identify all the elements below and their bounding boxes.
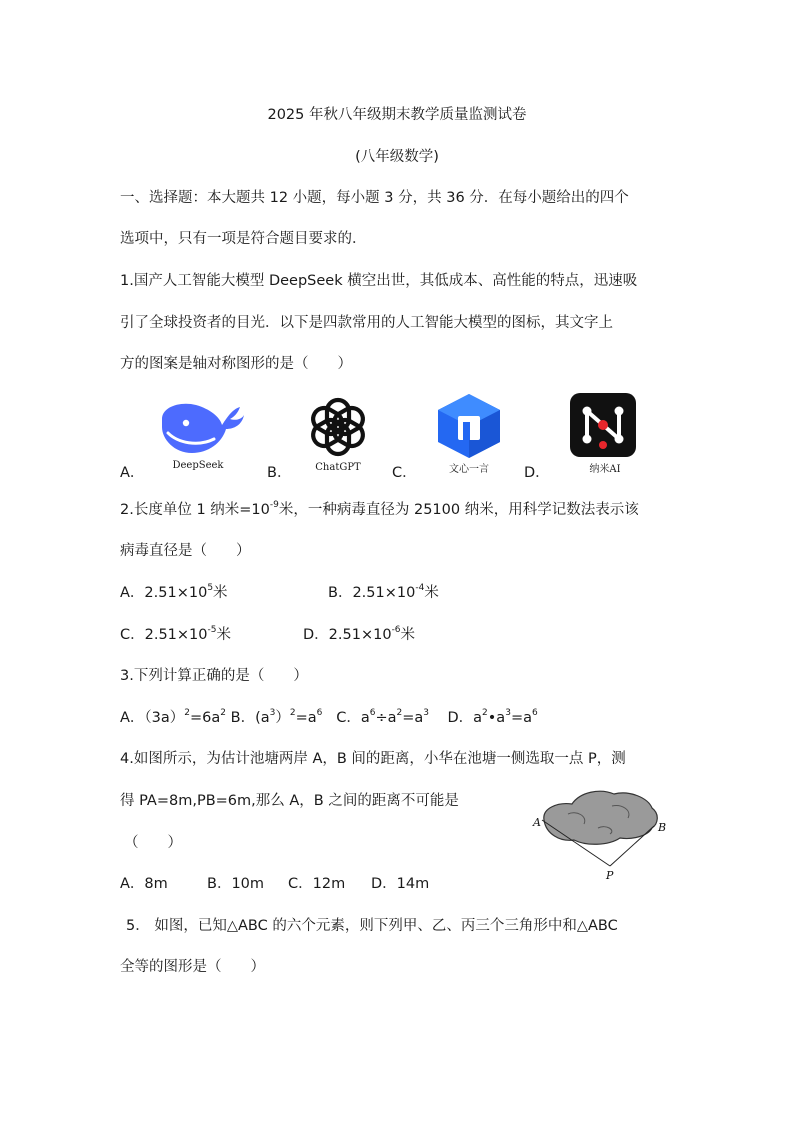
q3-line1: 3.下列计算正确的是（ ）: [120, 668, 308, 684]
chatgpt-knot-icon: [303, 395, 373, 459]
q1-line3: 方的图案是轴对称图形的是（ ）: [120, 356, 352, 372]
pond-figure: [528, 784, 678, 884]
q1-line1: 1.国产人工智能大模型 DeepSeek 横空出世，其低成本、高性能的特点，迅速吸: [120, 273, 638, 289]
q4-option-d: D．14m: [371, 876, 430, 892]
q2-line1: 2.长度单位 1 纳米$=10^{-9}$米，一种病毒直径为 25100 纳米，用科学记数法表示该: [120, 500, 639, 518]
q4-line3: （ ）: [124, 835, 182, 851]
deepseek-whale-icon: [158, 397, 246, 457]
pond-label-a: A: [533, 816, 541, 829]
exam-title: 2025 年秋八年级期末教学质量监测试卷: [267, 107, 527, 123]
wenxin-caption: 文心一言: [449, 464, 489, 475]
nami-ai-caption: 纳米AI: [589, 464, 621, 475]
q2-option-a: A．$2.51\times 10^5$米: [120, 583, 228, 601]
q1-option-b-letter: B．: [267, 465, 292, 481]
q4-line1: 4.如图所示，为估计池塘两岸 A，B 间的距离，小华在池塘一侧选取一点 P，测: [120, 751, 626, 767]
q1-option-a-letter: A．: [120, 465, 145, 481]
deepseek-caption: DeepSeek: [172, 460, 224, 471]
q2-option-c: C．$2.51\times 10^{-5}$米: [120, 625, 231, 643]
pond-label-b: B: [658, 821, 667, 834]
q2-line2: 病毒直径是（ ）: [120, 543, 251, 559]
q5-line2: 全等的图形是（ ）: [120, 959, 265, 975]
chatgpt-caption: ChatGPT: [315, 462, 361, 473]
q2-option-d: D．$2.51\times 10^{-6}$米: [303, 625, 416, 643]
pond-label-p: P: [606, 869, 614, 882]
q2-option-b: B．$2.51\times 10^{-4}$米: [328, 583, 439, 601]
section-instructions-line1: 一、选择题：本大题共 12 小题，每小题 3 分，共 36 分．在每小题给出的四个: [120, 190, 629, 206]
nami-ai-icon: [570, 393, 636, 457]
q4-option-c: C．12m: [288, 876, 346, 892]
q4-option-b: B．10m: [207, 876, 265, 892]
wenxin-cube-icon: [434, 392, 504, 460]
q5-line1: 5． 如图，已知△ABC 的六个元素，则下列甲、乙、丙三个三角形中和△ABC: [126, 918, 618, 934]
q3-options: A．$(3a)^2=6a^2$ B．$(a^3)^2=a^6$ C．$a^6\div a^2=a^3$ D．$a^2•a^3=a^6$: [120, 708, 538, 726]
section-instructions-line2: 选项中，只有一项是符合题目要求的．: [120, 231, 367, 247]
q1-option-c-letter: C．: [392, 465, 417, 481]
q4-option-a: A．8m: [120, 876, 168, 892]
q4-line2: 得 PA=8m,PB=6m,那么 A，B 之间的距离不可能是: [120, 793, 459, 809]
q1-option-d-letter: D．: [524, 465, 550, 481]
exam-subtitle: (八年级数学): [355, 149, 439, 165]
q1-line2: 引了全球投资者的目光．以下是四款常用的人工智能大模型的图标，其文字上: [120, 315, 613, 331]
